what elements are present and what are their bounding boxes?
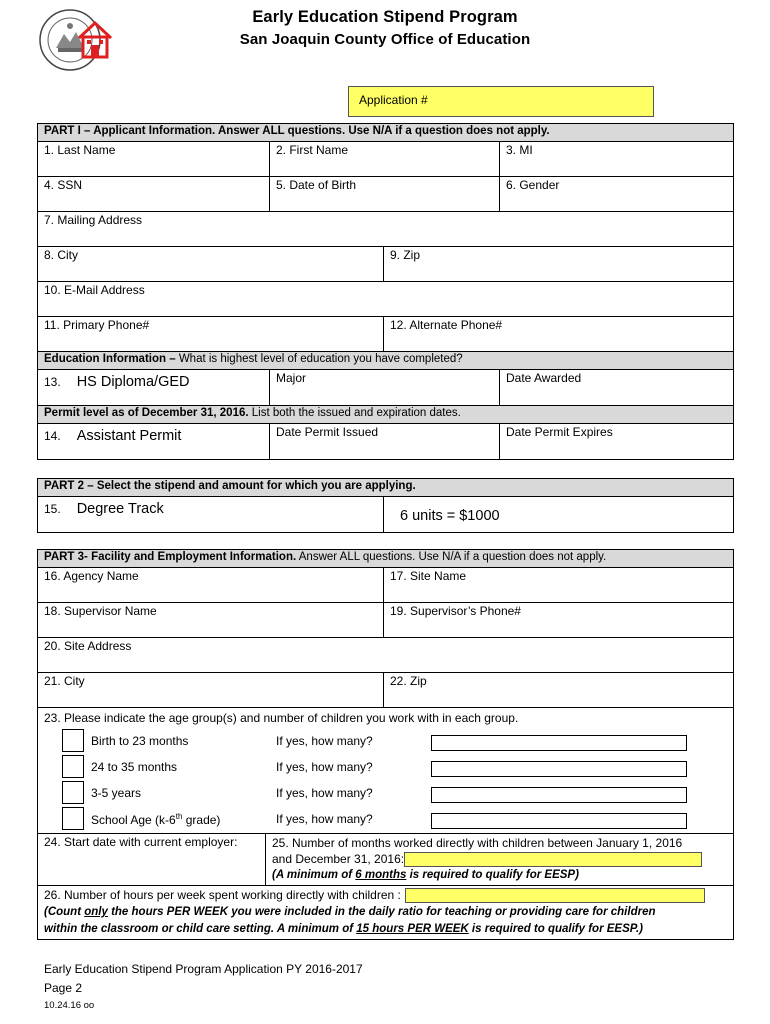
email-field[interactable]: 10. E-Mail Address xyxy=(38,282,734,317)
age-group-row xyxy=(44,807,727,833)
education-header: Education Information – What is highest level of education you have completed? xyxy=(38,352,734,370)
page-title: Early Education Stipend Program xyxy=(252,8,518,26)
footer-page-number: Page 2 xyxy=(44,981,83,995)
age-group-checkbox[interactable] xyxy=(62,729,84,752)
how-many-input[interactable] xyxy=(431,735,687,751)
date-awarded-field[interactable]: Date Awarded xyxy=(500,370,734,406)
stipend-type-field[interactable]: 15. Degree Track xyxy=(38,497,384,533)
months-worked-input[interactable] xyxy=(404,852,702,867)
age-group-row xyxy=(44,755,727,781)
hours-per-week-input[interactable] xyxy=(405,888,705,903)
first-name-field[interactable]: 2. First Name xyxy=(270,142,500,177)
age-group-label: 3-5 years xyxy=(91,786,142,800)
part2-header: PART 2 – Select the stipend and amount for which you are applying. xyxy=(38,479,734,497)
agency-name-field[interactable]: 16. Agency Name xyxy=(38,568,384,603)
age-group-row xyxy=(44,729,727,755)
mailing-address-field[interactable]: 7. Mailing Address xyxy=(38,212,734,247)
education-level-field[interactable]: 13. HS Diploma/GED xyxy=(38,370,270,406)
application-number-label: Application # xyxy=(359,93,428,107)
age-group-label: 24 to 35 months xyxy=(91,760,178,774)
age-groups-section xyxy=(38,708,734,834)
age-group-row xyxy=(44,781,727,807)
age-group-checkbox[interactable] xyxy=(62,807,84,830)
months-worked-field: 25. Number of months worked directly with children between January 1, 2016 and December 31, 2016: (A minimum of 6 months is required to qualify for EESP) xyxy=(266,834,734,886)
zip-field[interactable]: 9. Zip xyxy=(384,247,734,282)
part1-table xyxy=(37,123,734,460)
primary-phone-field[interactable]: 11. Primary Phone# xyxy=(38,317,384,352)
part3-table xyxy=(37,549,734,940)
site-zip-field[interactable]: 22. Zip xyxy=(384,673,734,708)
site-city-field[interactable]: 21. City xyxy=(38,673,384,708)
permit-expires-field[interactable]: Date Permit Expires xyxy=(500,424,734,460)
part1-header: PART I – Applicant Information. Answer ALL questions. Use N/A if a question does not apply. xyxy=(38,124,734,142)
supervisor-name-field[interactable]: 18. Supervisor Name xyxy=(38,603,384,638)
age-group-label: Birth to 23 months xyxy=(91,734,189,748)
how-many-label: If yes, how many? xyxy=(276,812,373,826)
mi-field[interactable]: 3. MI xyxy=(500,142,734,177)
permit-header: Permit level as of December 31, 2016. List both the issued and expiration dates. xyxy=(38,406,734,424)
footer-revision-code: 10.24.16 oo xyxy=(44,1000,95,1011)
dob-field[interactable]: 5. Date of Birth xyxy=(270,177,500,212)
start-date-field[interactable]: 24. Start date with current employer: xyxy=(38,834,266,886)
last-name-field[interactable]: 1. Last Name xyxy=(38,142,270,177)
alternate-phone-field[interactable]: 12. Alternate Phone# xyxy=(384,317,734,352)
how-many-label: If yes, how many? xyxy=(276,760,373,774)
how-many-label: If yes, how many? xyxy=(276,786,373,800)
how-many-input[interactable] xyxy=(431,787,687,803)
page-subtitle: San Joaquin County Office of Education xyxy=(239,31,531,48)
application-number-field[interactable] xyxy=(348,86,654,117)
age-group-checkbox[interactable] xyxy=(62,781,84,804)
major-field[interactable]: Major xyxy=(270,370,500,406)
gender-field[interactable]: 6. Gender xyxy=(500,177,734,212)
how-many-label: If yes, how many? xyxy=(276,734,373,748)
how-many-input[interactable] xyxy=(431,813,687,829)
site-address-field[interactable]: 20. Site Address xyxy=(38,638,734,673)
ssn-field[interactable]: 4. SSN xyxy=(38,177,270,212)
how-many-input[interactable] xyxy=(431,761,687,777)
supervisor-phone-field[interactable]: 19. Supervisor’s Phone# xyxy=(384,603,734,638)
stipend-amount-field[interactable]: 6 units = $1000 xyxy=(384,497,734,533)
city-field[interactable]: 8. City xyxy=(38,247,384,282)
age-groups-question: 23. Please indicate the age group(s) and number of children you work with in each group. xyxy=(44,711,519,725)
age-group-checkbox[interactable] xyxy=(62,755,84,778)
hours-per-week-field: 26. Number of hours per week spent working directly with children : (Count only the hours PER WEEK you were included in the daily ratio for teaching or providing care for children within the classroom or child care setting. A minimum of 15 hours PER WEEK is required to qualify for EESP.) xyxy=(38,886,734,940)
part2-table xyxy=(37,478,734,533)
part3-header: PART 3- Facility and Employment Information. Answer ALL questions. Use N/A if a question does not apply. xyxy=(38,550,734,568)
permit-issued-field[interactable]: Date Permit Issued xyxy=(270,424,500,460)
permit-level-field[interactable]: 14. Assistant Permit xyxy=(38,424,270,460)
age-group-label: School Age (k-6th grade) xyxy=(91,812,221,827)
footer-program-name: Early Education Stipend Program Application PY 2016-2017 xyxy=(44,962,363,976)
site-name-field[interactable]: 17. Site Name xyxy=(384,568,734,603)
